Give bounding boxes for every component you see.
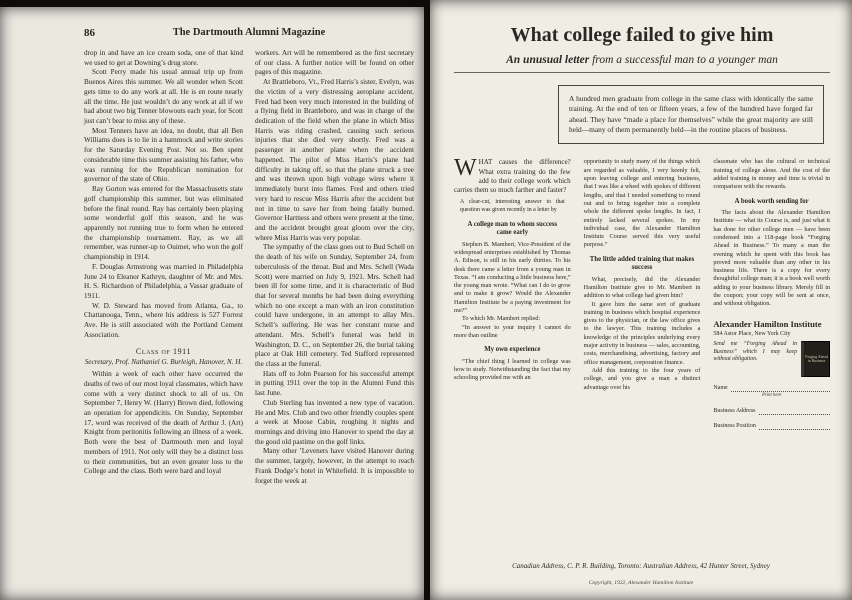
paragraph: Club Sterling has invented a new type of vacation. He and Mrs. Club and two other friendly couples spent a week at Moose Cabin, roughing it nights and mornings and driving into Hanover to spend the day at the good old pastime on the golf links. [255, 398, 414, 446]
ad-body-text [584, 158, 701, 249]
class-of-1911-heading: Class of 1911 [135, 346, 192, 356]
ad-body-text [584, 276, 701, 392]
paragraph: To which Mr. Mambert replied: [462, 315, 541, 323]
subtitle-rule [454, 72, 830, 73]
ad-subtitle [454, 54, 830, 66]
ad-body-text [713, 209, 830, 309]
left-page [0, 7, 424, 600]
paragraph: “In answer to your inquiry I cannot do more than outline [454, 323, 571, 339]
class-notes-text [84, 370, 243, 477]
heading-book-worth-sending-for: A book worth sending for [734, 197, 809, 205]
paragraph: W. D. Steward has moved from Atlanta, Ga., to Chattanooga, Tenn., where his address is 527 Forrest Ave. He is still associated with the Portland Cement Association. [84, 301, 243, 339]
left-page-content [84, 27, 414, 486]
paragraph: Ray Gorton was entered for the Massachusetts state golf championship this summer, but was eliminated before the final round. Ray has certainly been playing some wonderful golf this season, and he was apparently not running true to form when he entered the championship tournament. Ray, as we all remember, was runner-up to Ouimet, who won the golf championship in 1914. [84, 185, 243, 262]
coupon-name-line [713, 384, 830, 392]
paragraph: F. Douglas Armstrong was married in Philadelphia June 24 to Eleanor Kathryn, daughter of Mr. and Mrs. H. S. Richardson of Philadelphia, a Vassar graduate of 1911. [84, 262, 243, 300]
paragraph: Hats off to John Pearson for his successful attempt in putting 1911 over the top in the Alumni Fund this last June. [255, 369, 414, 398]
paragraph: Most Tenners have an idea, no doubt, that all Ben Williams does is to lie in a hammock and write stories for the Saturday Evening Post. Not so. Ben spent considerable time this summer assisting his father, who was running for the Republican nomination for governor of the state of Ohio. [84, 126, 244, 184]
ad-body-text [454, 358, 571, 383]
heading-little-added-training: The little added training that makes success [589, 255, 695, 272]
coupon-company-name: Alexander Hamilton Institute [713, 318, 822, 329]
paragraph: drop in and have an ice cream soda, one of that kind we used to get at Downing’s drug store. [84, 49, 243, 67]
name-label: Name [713, 385, 728, 392]
coupon-business-position-line [713, 422, 830, 430]
left-column-1 [84, 49, 243, 486]
paragraph: “The chief thing I learned in college was how to study. Notwithstanding the fact that my schooling provided me with an [454, 357, 571, 382]
book-image [801, 341, 830, 377]
heading-college-man: A college man to whom success came early [467, 220, 558, 237]
drop-cap: W [454, 155, 477, 182]
paragraph: Stephen B. Mambert, Vice-President of the widespread enterprises established by Thomas A. Edison, is still in his early thirties. To his desk there came a letter from a young man in Texas. “I am conducting a little business here,” the young man wrote. “What can I do to grow and to make it grow? Would the Alexander Hamilton Institute be a paying investment for me?” [454, 240, 571, 315]
left-page-header [84, 27, 414, 41]
business-address-label: Business Address [713, 407, 756, 414]
ad-column-3 [713, 158, 830, 429]
heading-my-own-experience: My own experience [484, 346, 541, 354]
ad-title: What college failed to give him [510, 24, 774, 46]
paragraph: What, precisely, did the Alexander Hamilton Institute give to Mr. Mambert in addition to what college had given him? [583, 275, 701, 300]
ad-body-text [454, 241, 571, 341]
ad-columns [454, 155, 831, 429]
opening-text: HAT causes the difference? What extra training do the few add to their college work which carries them so much farther and faster? [454, 158, 571, 195]
paragraph: Within a week of each other have occurred the deaths of two of our most loyal classmates, which have come with a very distinct shock to all of us. On September 7, Henry W. (Harry) Brown died, following an operation for appendicitis. On Sunday, September 17, word was received of the death of Arthur J. (Art) Knight from peritonitis following an illness of a week. Both were the best of Dartmouth men and loyal members of 1911. Not only will they be a distinct loss to their communities, but an even greater loss to the College and the class. Both were hard and loyal [84, 370, 243, 476]
business-position-fill-line [759, 422, 830, 430]
coupon-offer-row [713, 341, 830, 377]
magazine-title: The Dartmouth Alumni Magazine [172, 27, 326, 38]
paragraph: At Brattleboro, Vt., Fred Harris’s sister, Evelyn, was the victim of a very distressing aeroplane accident. Fred had been very much interested in the building of a flying field in Brattleboro, and was in charge of the dedication of the field when the plane in which Miss Harris was riding crashed, causing such serious injuries that she died very shortly. Fred was a passenger in another plane when the accident happened. The pilot of Miss Harris’s plane had difficulty in taking off, so that the plane struck a tree and was thrown upon high voltage wires where it immediately burst into flames. Fred and others tried very hard to rescue Miss Harris after the accident but not in time to save her from being fatally burned. Governor Hartness and others were present at the time, and the accident brought great gloom over the city, where Miss Harris was very popular. [255, 78, 414, 242]
coupon-business-address-line [713, 407, 830, 415]
class-notes-text [84, 49, 243, 341]
paragraph: workers. Art will be remembered as the first secretary of our class. A further notice will be found on other pages of this magazine. [255, 49, 414, 77]
intro-box: A hundred men graduate from college in the same class with identically the same training. At the end of ten or fifteen years, a few of the hundred have forged far ahead. They have “made a place for themselves” while the great majority are still held—many of them permanently held—in the routine places of business. [558, 85, 824, 144]
paragraph: Add this training to the four years of college, and you give a man a distinct advantage over his [583, 366, 701, 391]
business-position-label: Business Position [713, 422, 756, 429]
ad-column-2 [584, 158, 701, 429]
lead-in-text: A clear-cut, interesting answer to that question was given recently in a letter by [460, 199, 565, 214]
ad-body-text [713, 158, 830, 191]
coupon [713, 316, 830, 430]
left-column-2 [255, 49, 414, 486]
paragraph: The sympathy of the class goes out to Bud Schell on the death of his wife on Sunday, September 24, from tuberculosis of the throat. Bud and Mrs. Schell (Wada Scott) were married on July 9, 1921. Mrs. Schell had been ill for some time, and it is characteristic of Bud that for several months he had been doing everything which no one except a man with an iron constitution could have undergone, in an attempt to allay Mrs. Schell’s suffering. He was her constant nurse and attendant. Mrs. Schell’s funeral was held in Washington, D. C., on September 26, the burial taking place at Oak Hill cemetery. Ted Stafford represented the class at the funeral. [255, 243, 414, 368]
business-address-fill-line [759, 407, 831, 415]
paragraph: Scott Perry made his usual annual trip up from Buenos Aires this summer. We all wonder when Scott gets time to do any work at all. He is en route nearly all the time. He just wouldn’t do any work at all if we had about two big Tenner blowouts each year, for Scott just can’t bear to miss any of these. [84, 68, 243, 126]
print-here-note: Print here [761, 393, 782, 399]
right-page-advertisement [430, 0, 852, 600]
coupon-company-address: 584 Astor Place, New York City [713, 331, 791, 338]
coupon-offer-text: Send me “Forging Ahead in Business” which I may keep without obligation. [713, 341, 798, 363]
paragraph: opportunity to study many of the things which are regarded as valuable, I very keenly felt, upon leaving college and entering business, that I was like a wheel with spokes of different lengths, and that I needed something to round out and to bring together into a complete whole the different spoke lengths. In fact, I entirely lacked several spokes. In my individual case, the Alexander Hamilton Institute Course served this very useful purpose.” [583, 158, 701, 249]
paragraph: classmate who has the cultural or technical training of college alone. And the cost of the added training in money and time is trivial in comparison with the rewards. [713, 158, 831, 191]
paragraph: The facts about the Alexander Hamilton Institute — what its Course is, and just what it has done for other college men — have been condensed into a 118-page book “Forging Ahead in Business.” To many a man the evening which he spent with this book has proved more valuable than any other in his business life. There is a copy for every thoughtful college man; it is a book well worth adding to your business library. Merely fill in the coupon; your copy will be sent at once, and without obligation. [713, 209, 831, 308]
left-page-columns [84, 49, 414, 486]
ad-subtitle-rest: from a successful man to a younger man [589, 54, 778, 66]
page-number: 86 [84, 27, 95, 39]
copyright-notice: Copyright, 1922, Alexander Hamilton Institute [588, 580, 694, 586]
ad-column-1 [454, 155, 571, 429]
class-secretary-line: Secretary, Prof. Nathaniel G. Burleigh, Hanover, N. H. [84, 358, 243, 367]
international-addresses: Canadian Address, C. P. R. Building, Toronto: Australian Address, 42 Hunter Street, Sydney [512, 562, 770, 570]
paragraph: It gave him the same sort of graduate training in business which hospital experience gives to the physician, or the law office gives to the lawyer. This training includes a knowledge of the principles underlying every major activity in business — sales, accounting, costs, merchandising, advertising, factory and office management, corporation finance. [583, 300, 701, 366]
paragraph: Many other ’Leveners have visited Hanover during the summer, largely, however, in the attempt to reach Frank Dodge’s hotel in Whitefield. It is impossible to forget the week at [255, 447, 414, 485]
ad-content [454, 24, 830, 430]
class-notes-text [255, 49, 414, 486]
opening-paragraph [454, 155, 571, 195]
book-cover-label: Forging Ahead in Business [805, 354, 828, 364]
name-fill-line [731, 384, 830, 392]
ad-subtitle-lead: An unusual letter [506, 54, 590, 66]
